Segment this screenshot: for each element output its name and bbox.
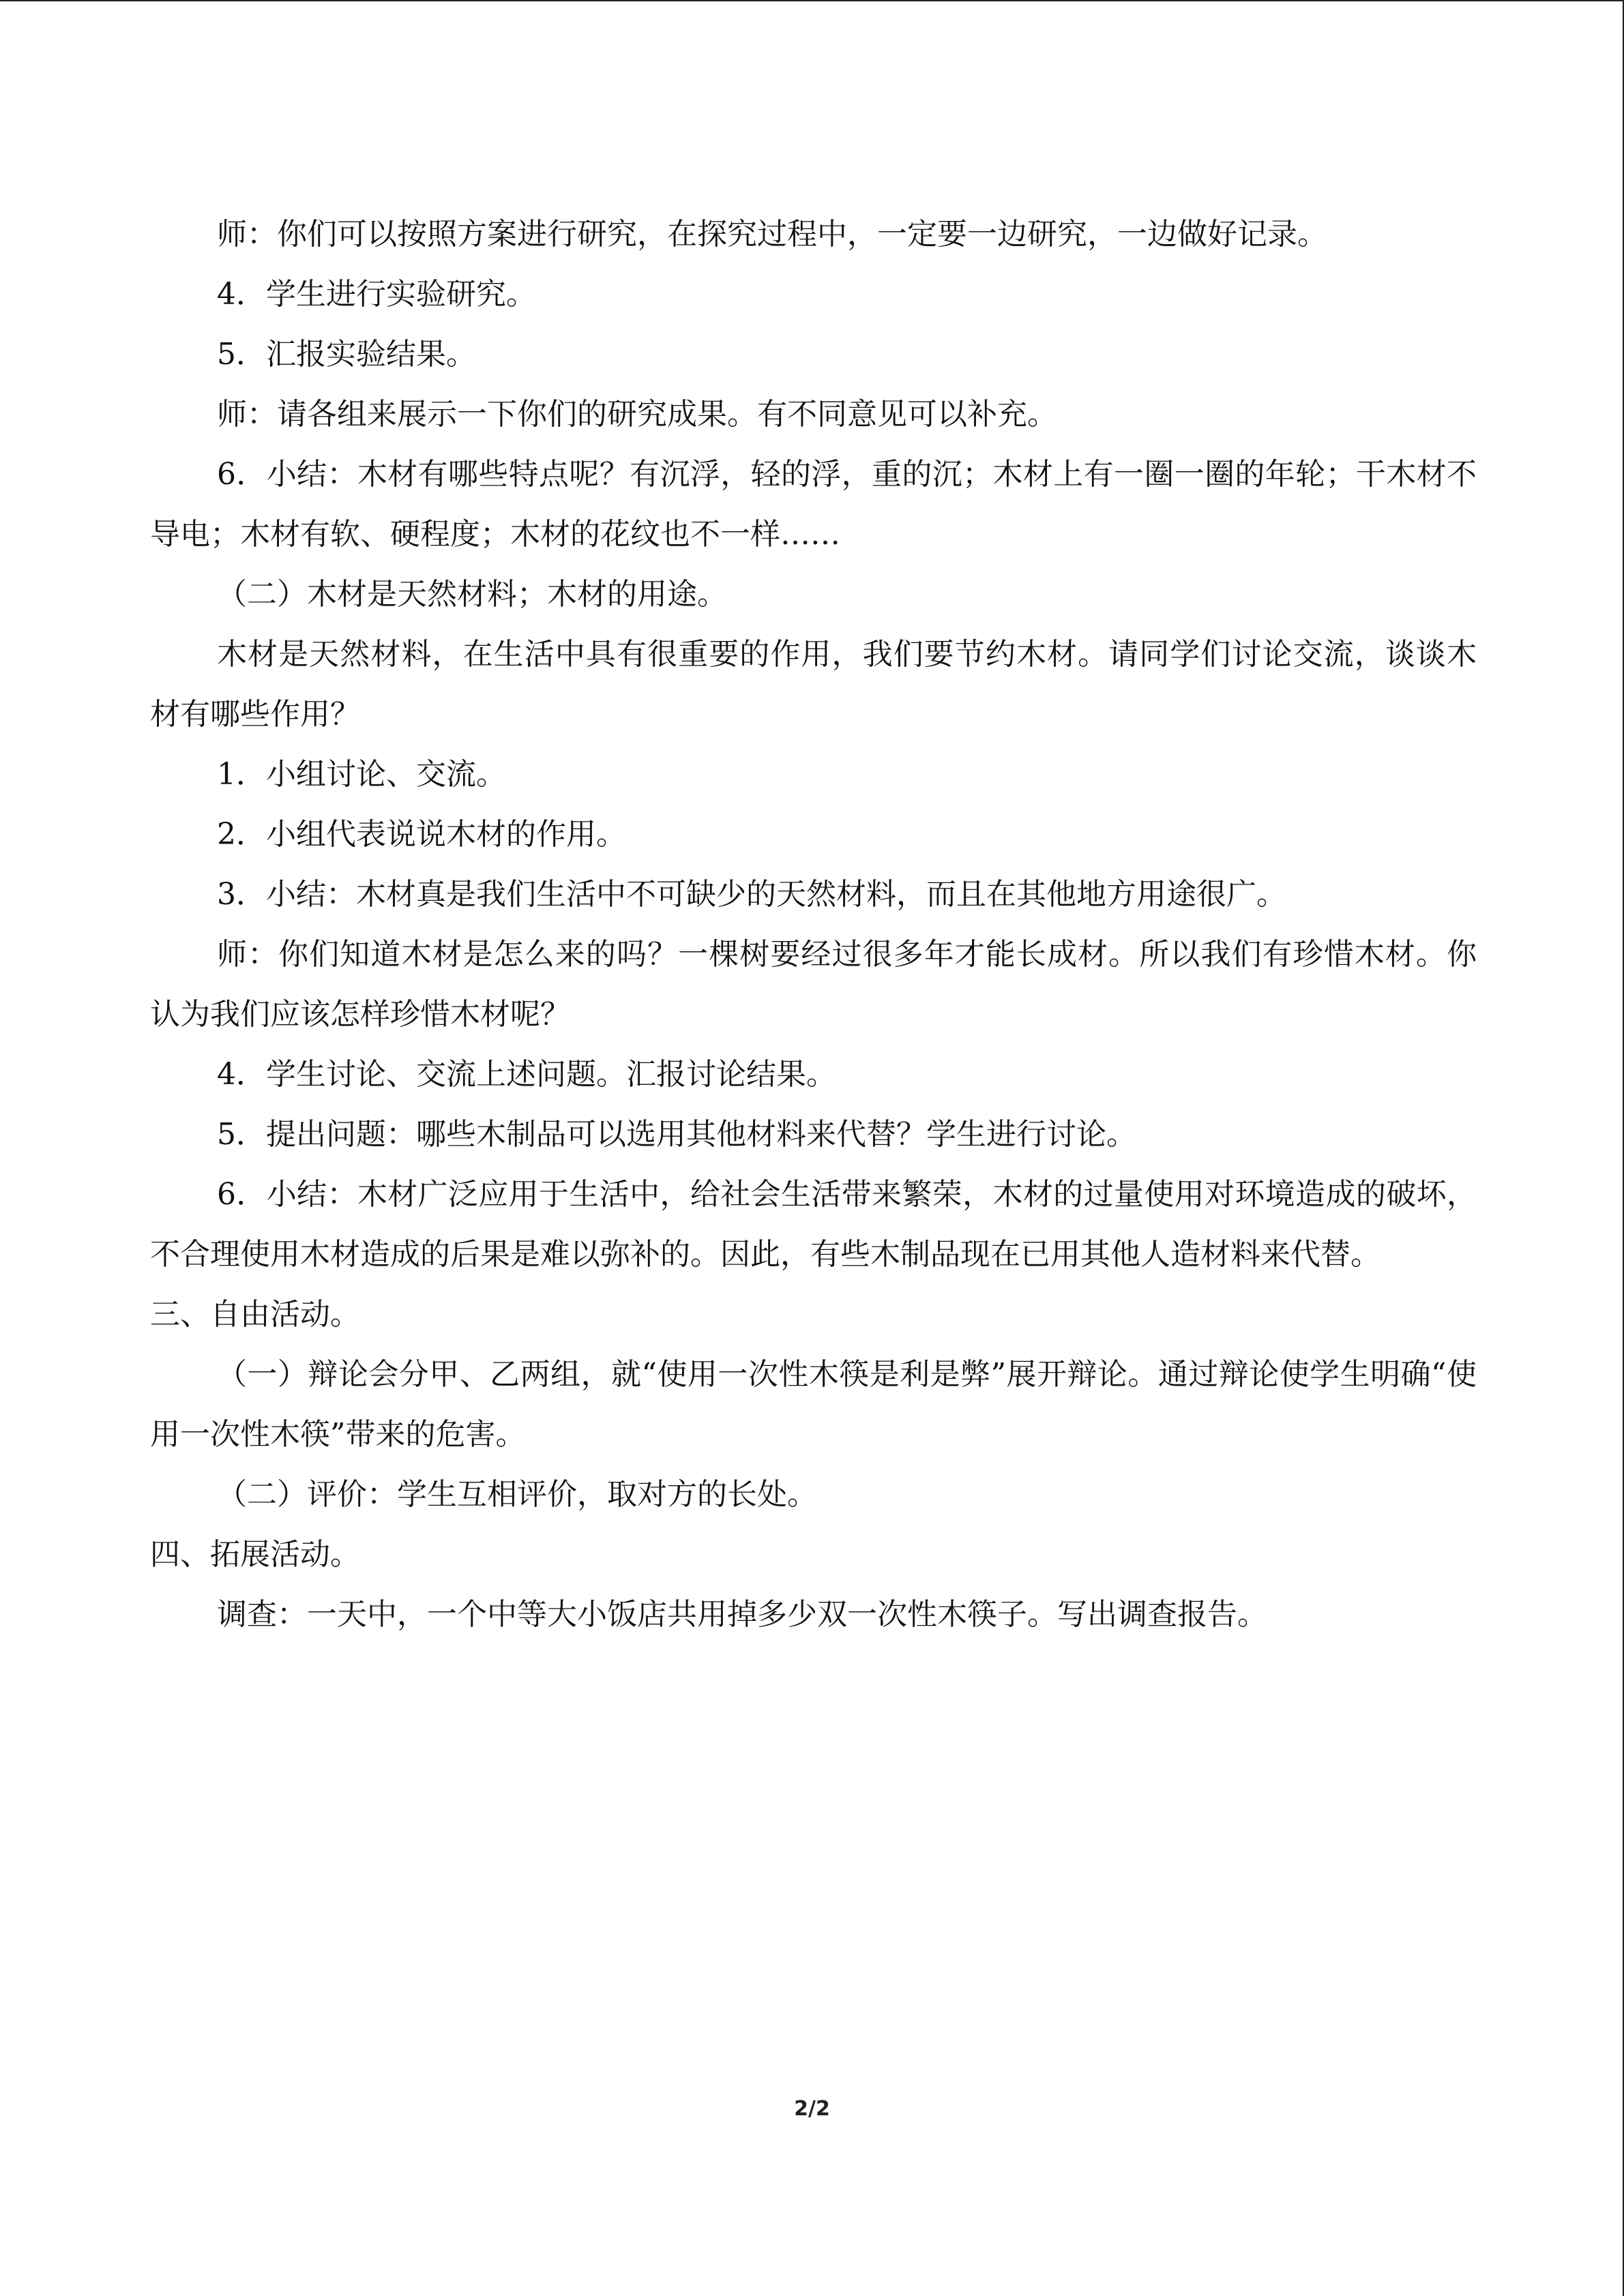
section-heading-natural-material: （二）木材是天然材料；木材的用途。 xyxy=(217,577,727,612)
paragraph-step-2-group-representative: 2．小组代表说说木材的作用。 xyxy=(217,817,626,852)
page-number: 2/2 xyxy=(794,2097,830,2121)
paragraph-step-5-report: 5．汇报实验结果。 xyxy=(217,337,476,372)
paragraph-debate: （一）辩论会分甲、乙两组，就“使用一次性木筷是利是弊”展开辩论。通过辩论使学生明确“使用一次性木筷”带来的危害。 xyxy=(150,1357,1477,1452)
paragraph-survey: 调查：一天中，一个中等大小饭店共用掉多少双一次性木筷子。写出调查报告。 xyxy=(217,1597,1267,1632)
paragraph-step-5-question: 5．提出问题：哪些木制品可以选用其他材料来代替？学生进行讨论。 xyxy=(217,1117,1136,1152)
paragraph-step-4-discussion: 4．学生讨论、交流上述问题。汇报讨论结果。 xyxy=(217,1057,836,1092)
paragraph-step-6-summary-wood-use: 6．小结：木材广泛应用于生活中，给社会生活带来繁荣，木材的过量使用对环境造成的破坏，不合理使用木材造成的后果是难以弥补的。因此，有些木制品现在已用其他人造材料来代替。 xyxy=(150,1177,1477,1272)
paragraph-teacher-show-results: 师：请各组来展示一下你们的研究成果。有不同意见可以补充。 xyxy=(217,397,1057,432)
document-body xyxy=(150,205,1477,1645)
paragraph-step-3-summary: 3．小结：木材真是我们生活中不可缺少的天然材料，而且在其他地方用途很广。 xyxy=(217,877,1286,912)
paragraph-step-1-group-discussion: 1．小组讨论、交流。 xyxy=(217,757,506,792)
paragraph-wood-natural-material: 木材是天然材料，在生活中具有很重要的作用，我们要节约木材。请同学们讨论交流，谈谈木材有哪些作用？ xyxy=(150,637,1477,732)
section-heading-free-activity: 三、自由活动。 xyxy=(150,1297,360,1332)
paragraph-evaluation: （二）评价：学生互相评价，取对方的长处。 xyxy=(217,1477,817,1512)
paragraph-teacher-instruction-record: 师：你们可以按照方案进行研究，在探究过程中，一定要一边研究，一边做好记录。 xyxy=(217,217,1327,252)
paragraph-step-6-summary-wood-features: 6．小结：木材有哪些特点呢？有沉浮，轻的浮，重的沉；木材上有一圈一圈的年轮；干木材不导电；木材有软、硬程度；木材的花纹也不一样…… xyxy=(150,457,1477,552)
paragraph-teacher-wood-origin: 师：你们知道木材是怎么来的吗？一棵树要经过很多年才能长成材。所以我们有珍惜木材。你认为我们应该怎样珍惜木材呢？ xyxy=(150,937,1477,1032)
paragraph-step-4-experiment: 4．学生进行实验研究。 xyxy=(217,277,536,312)
section-heading-extension-activity: 四、拓展活动。 xyxy=(150,1537,360,1572)
